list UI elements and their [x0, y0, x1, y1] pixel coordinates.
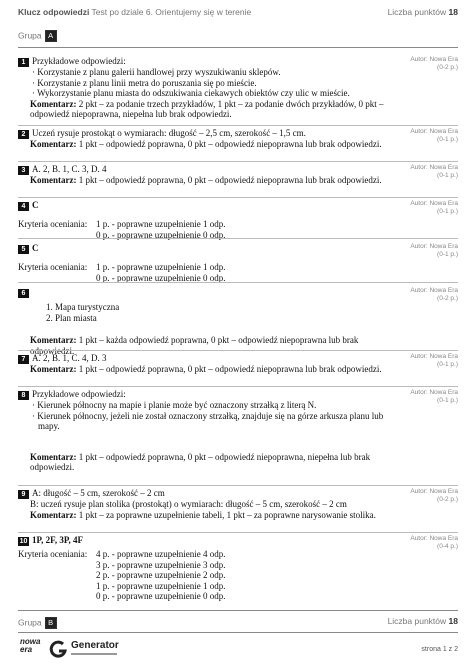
- criteria: [18, 262, 398, 273]
- author-label: Autor: Nowa Era: [410, 164, 458, 171]
- question-7: [18, 353, 398, 375]
- criteria: [18, 549, 398, 560]
- divider: [18, 125, 458, 126]
- footer-points: [388, 616, 458, 626]
- footer-divider: [18, 610, 458, 611]
- group-label: Grupa: [18, 617, 42, 628]
- answer-text: Przykładowe odpowiedzi:: [32, 389, 126, 399]
- generator-logo-tagline: [71, 653, 117, 655]
- author-label: Autor: Nowa Era: [410, 56, 458, 63]
- header-points: [388, 7, 458, 17]
- author-info: [386, 56, 458, 72]
- points-label: Liczba punktów: [387, 616, 447, 626]
- author-label: Autor: Nowa Era: [410, 287, 458, 294]
- question-9: [18, 488, 398, 520]
- question-number-badge: 3: [18, 166, 29, 175]
- comment-text: 1 pkt – odpowiedź poprawna, 0 pkt – odpowiedź niepoprawna lub brak odpowiedzi.: [76, 364, 382, 374]
- answer-bullet: · Korzystanie z planu galerii handlowej przy wyszukiwaniu sklepów.: [32, 67, 281, 77]
- footer-divider-bottom: [18, 632, 458, 633]
- comment-label: Komentarz:: [30, 451, 77, 462]
- points-range: (0-1 p.): [437, 172, 458, 179]
- comment-label: Komentarz:: [30, 98, 77, 109]
- answer-bullet: · Wykorzystanie planu miasta do odszukiwania ciekawych obiektów czy ulic w mieście.: [32, 88, 350, 98]
- points-range: (0-2 p.): [437, 64, 458, 71]
- divider: [18, 282, 458, 283]
- comment-text: 2 pkt – za podanie trzech przykładów, 1 pkt – za podanie dwóch przykładów, 0 pkt – odpowiedź niepoprawna, niepełna lub brak odpowiedzi.: [30, 98, 384, 119]
- criteria-line: 1 p. - poprawne uzupełnienie 1 odp.: [96, 262, 226, 272]
- criteria: [18, 219, 398, 230]
- question-number-badge: 8: [18, 391, 29, 400]
- question-10: [18, 535, 398, 602]
- criteria-line: 1 p. - poprawne uzupełnienie 1 odp.: [96, 580, 226, 591]
- author-info: [386, 243, 458, 259]
- comment-text: 1 pkt – za poprawne uzupełnienie tabeli, 1 pkt – za poprawne narysowanie stolika.: [76, 509, 376, 520]
- question-number-badge: 7: [18, 355, 29, 364]
- group-indicator: [18, 30, 57, 42]
- points-range: (0-1 p.): [437, 361, 458, 368]
- header-divider: [18, 47, 458, 48]
- divider: [18, 161, 458, 162]
- author-info: [386, 164, 458, 180]
- question-number-badge: 6: [18, 289, 29, 298]
- points-range: (0-2 p.): [437, 295, 458, 302]
- answer-text: A. 2, B. 1, C. 4, D. 3: [32, 353, 107, 363]
- divider: [18, 532, 458, 533]
- question-6: [18, 287, 398, 356]
- criteria-line: 4 p. - poprawne uzupełnienie 4 odp.: [96, 549, 226, 559]
- generator-logo-icon: [48, 639, 68, 659]
- points-range: (0-1 p.): [437, 136, 458, 143]
- comment: [18, 175, 398, 186]
- header-title: Test po dziale 6. Orientujemy się w terenie: [89, 7, 252, 17]
- question-5: [18, 243, 398, 283]
- group-letter-badge: A: [45, 30, 57, 42]
- points-value: 18: [448, 616, 458, 626]
- criteria-line: 3 p. - poprawne uzupełnienie 3 odp.: [96, 559, 226, 570]
- criteria-line: 0 p. - poprawne uzupełnienie 0 odp.: [96, 229, 226, 240]
- author-label: Autor: Nowa Era: [410, 243, 458, 250]
- comment: [18, 364, 398, 375]
- criteria-line: 1 p. - poprawne uzupełnienie 1 odp.: [96, 219, 226, 229]
- generator-logo: [48, 639, 158, 659]
- answer-bullet: · Kierunek północny na mapie i planie może być oznaczony strzałką z literą N.: [32, 400, 317, 410]
- divider: [18, 485, 458, 486]
- question-3: [18, 164, 398, 186]
- comment: [18, 99, 398, 120]
- answer-bullet: · Kierunek północny, jeżeli nie został oznaczony strzałką, znajduje się na górze arkusza planu lub mapy.: [32, 410, 384, 431]
- comment: [18, 139, 398, 150]
- author-info: [386, 128, 458, 144]
- author-info: [386, 535, 458, 551]
- points-range: (0-1 p.): [437, 251, 458, 258]
- answer-item: 1. Mapa turystyczna: [46, 302, 120, 312]
- answer-text: 1P, 2F, 3P, 4F: [32, 535, 84, 545]
- criteria-line: 0 p. - poprawne uzupełnienie 0 odp.: [96, 272, 226, 283]
- divider: [18, 386, 458, 387]
- points-range: (0-1 p.): [437, 208, 458, 215]
- question-1: [18, 56, 398, 120]
- divider: [18, 350, 458, 351]
- header-title-bold: Klucz odpowiedzi: [18, 7, 90, 17]
- points-value: 18: [448, 7, 458, 17]
- points-range: (0-4 p.): [437, 543, 458, 550]
- author-info: [386, 488, 458, 504]
- author-label: Autor: Nowa Era: [410, 488, 458, 495]
- answer-text: C: [32, 200, 39, 210]
- question-number-badge: 9: [18, 490, 29, 499]
- group-letter-badge: B: [45, 617, 57, 629]
- comment-text: 1 pkt – każda odpowiedź poprawna, 0 pkt – odpowiedź niepoprawna lub brak odpowiedzi.: [30, 335, 359, 356]
- answer-text: B: uczeń rysuje plan stolika (prostokąt) o wymiarach: długość – 5 cm, szerokość – 2 cm: [30, 499, 347, 509]
- generator-logo-title: Generator: [71, 640, 119, 651]
- author-info: [386, 353, 458, 369]
- question-4: [18, 200, 398, 240]
- criteria-label: Kryteria oceniania:: [18, 549, 88, 559]
- comment-label: Komentarz:: [30, 509, 77, 520]
- comment-label: Komentarz:: [30, 175, 77, 185]
- points-label: Liczba punktów: [387, 7, 447, 17]
- points-range: (0-1 p.): [437, 397, 458, 404]
- author-label: Autor: Nowa Era: [410, 389, 458, 396]
- author-info: [386, 200, 458, 216]
- criteria-label: Kryteria oceniania:: [18, 219, 88, 229]
- comment-label: Komentarz:: [30, 364, 77, 374]
- nowa-era-logo: nowa era: [20, 637, 41, 654]
- group-label: Grupa: [18, 30, 42, 41]
- author-info: [386, 389, 458, 405]
- points-range: (0-2 p.): [437, 496, 458, 503]
- question-2: [18, 128, 398, 150]
- comment-text: 1 pkt – odpowiedź poprawna, 0 pkt – odpowiedź niepoprawna lub brak odpowiedzi.: [76, 139, 382, 149]
- answer-item: 2. Plan miasta: [46, 312, 97, 323]
- comment-text: 1 pkt – odpowiedź poprawna, 0 pkt – odpowiedź niepoprawna lub brak odpowiedzi.: [76, 175, 382, 185]
- divider: [18, 238, 458, 239]
- comment-label: Komentarz:: [30, 335, 77, 345]
- author-label: Autor: Nowa Era: [410, 200, 458, 207]
- comment-text: 1 pkt – odpowiedź poprawna, 0 pkt – odpowiedź niepoprawna, niepełna lub brak odpowiedzi.: [30, 451, 371, 472]
- document-header: [18, 7, 458, 17]
- question-number-badge: 2: [18, 130, 29, 139]
- question-number-badge: 5: [18, 245, 29, 254]
- author-label: Autor: Nowa Era: [410, 353, 458, 360]
- criteria-line: 2 p. - poprawne uzupełnienie 2 odp.: [96, 570, 226, 580]
- author-label: Autor: Nowa Era: [410, 535, 458, 542]
- author-label: Autor: Nowa Era: [410, 128, 458, 135]
- page-number: strona 1 z 2: [421, 646, 458, 653]
- author-info: [386, 287, 458, 303]
- question-number-badge: 10: [19, 538, 28, 545]
- answer-text: A: długość – 5 cm, szerokość – 2 cm: [32, 488, 165, 498]
- criteria-label: Kryteria oceniania:: [18, 262, 88, 272]
- comment: [18, 452, 398, 473]
- criteria-line: 0 p. - poprawne uzupełnienie 0 odp.: [96, 591, 226, 601]
- footer-group-indicator: [18, 617, 57, 629]
- answer-bullet: · Korzystanie z planu linii metra do poruszania się po mieście.: [32, 77, 257, 88]
- answer-text: Uczeń rysuje prostokąt o wymiarach: długość – 2,5 cm, szerokość – 1,5 cm.: [32, 128, 306, 138]
- question-8: [18, 389, 398, 473]
- answer-text: A. 2, B. 1, C. 3, D. 4: [32, 164, 107, 174]
- comment: [18, 510, 398, 521]
- answer-text: C: [32, 243, 39, 253]
- divider: [18, 197, 458, 198]
- question-number-badge: 1: [18, 58, 29, 67]
- answer-text: Przykładowe odpowiedzi:: [32, 56, 126, 66]
- comment-label: Komentarz:: [30, 139, 77, 149]
- question-number-badge: 4: [18, 202, 29, 211]
